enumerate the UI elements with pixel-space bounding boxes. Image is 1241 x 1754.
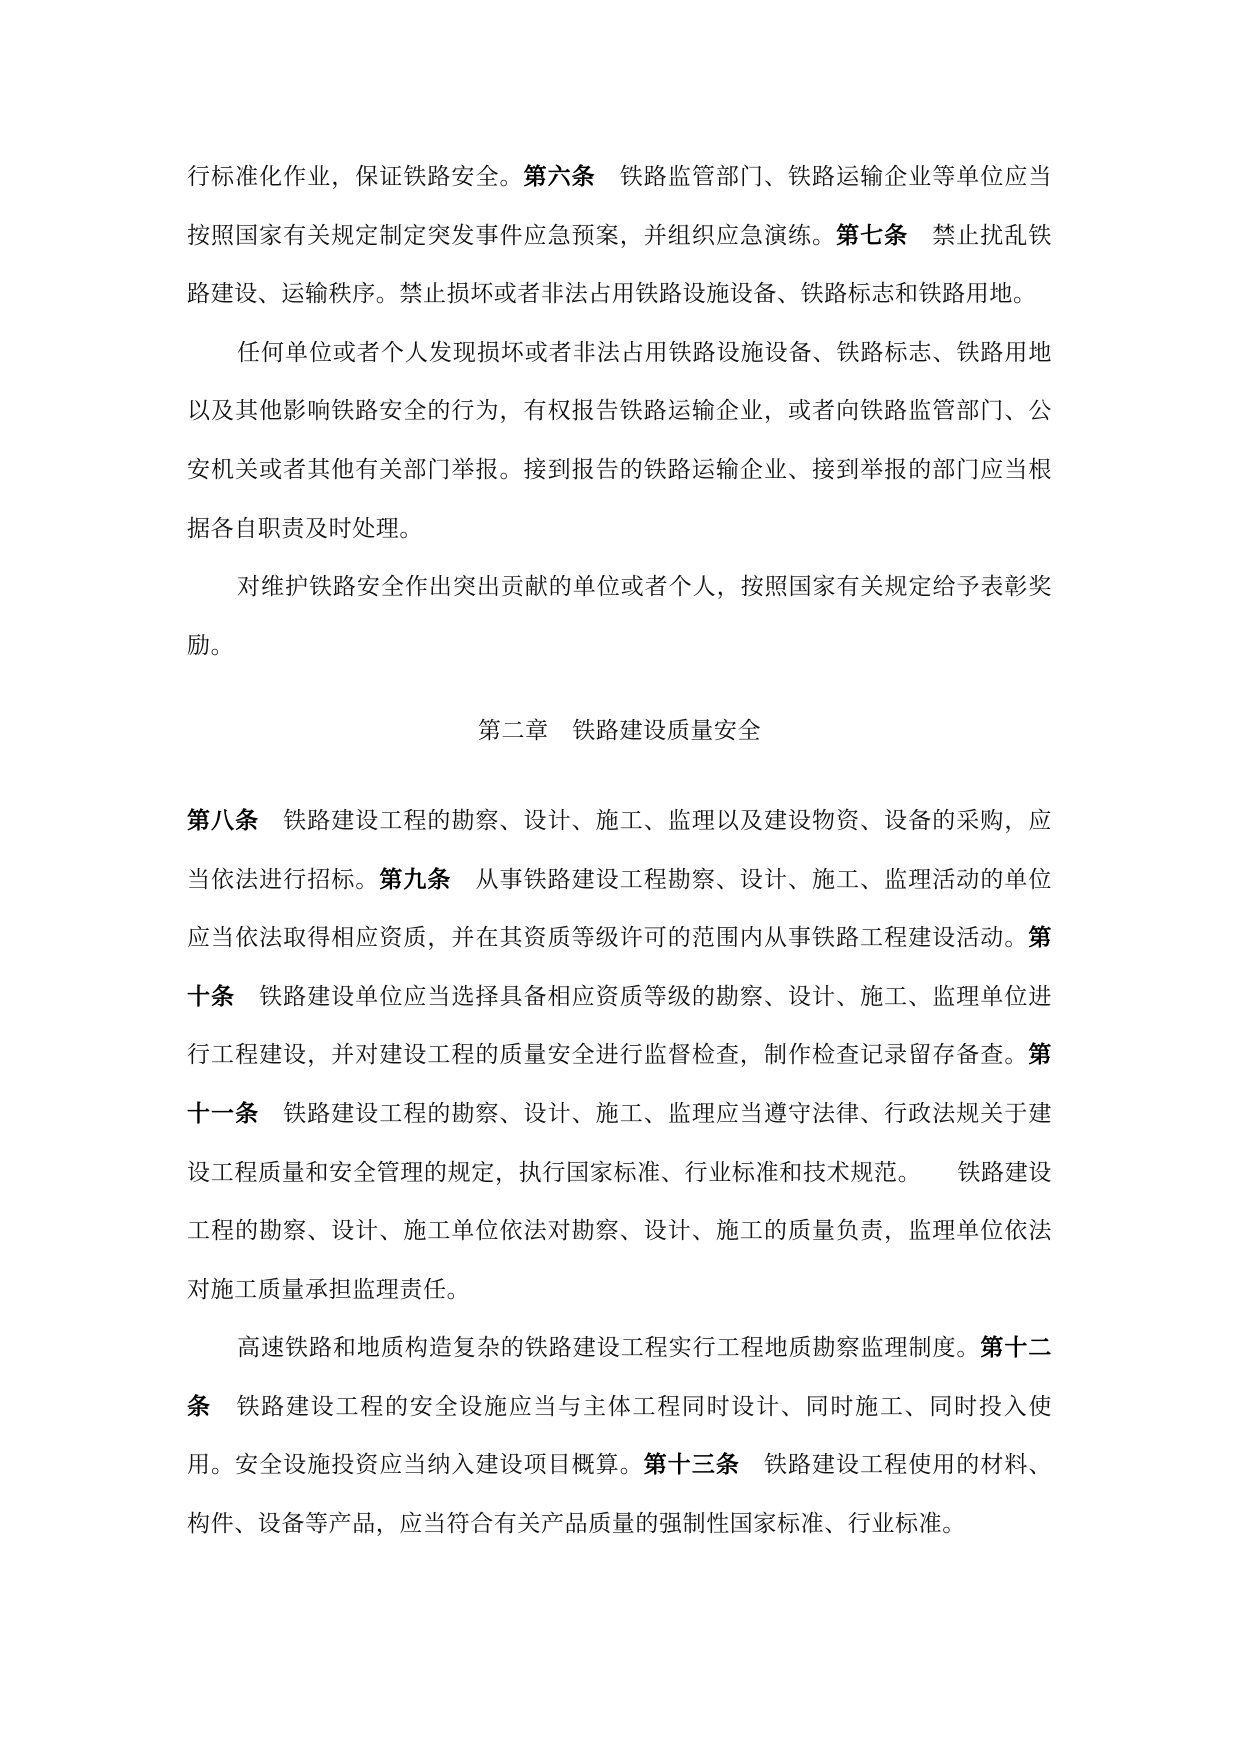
text-segment: 铁路建设工程的勘察、设计、施工、监理应当遵守法律、行政法规关于建设工程质量和安全管理的规定，执行国家标准、行业标准和技术规范。 铁路建设工程的勘察、设计、施工单位依法对勘察、设计、施工的质量负责，监理单位依法对施工质量承担监理责任。 (187, 1100, 1052, 1303)
text-segment: 铁路建设工程的安全设施应当与主体工程同时设计、同时施工、同时投入使用。安全设施投资应当纳入建设项目概算。 (187, 1393, 1052, 1479)
article-8-heading: 第八条 (187, 807, 260, 834)
text-segment: 铁路建设工程的勘察、设计、施工、监理以及建设物资、设备的采购，应当依法进行招标。 (187, 807, 1052, 893)
text-segment: 对维护铁路安全作出突出贡献的单位或者个人，按照国家有关规定给予表彰奖励。 (187, 574, 1052, 659)
text-segment: 从事铁路建设工程勘察、设计、施工、监理活动的单位应当依法取得相应资质，并在其资质等级许可的范围内从事铁路工程建设活动。 (187, 866, 1052, 952)
text-segment: 禁止扰乱铁路建设、运输秩序。禁止损坏或者非法占用铁路设施设备、铁路标志和铁路用地。 (187, 222, 1052, 308)
article-6-heading: 第六条 (523, 164, 596, 190)
paragraph-articles-8-11 (187, 792, 1052, 1319)
paragraph-articles-12-13 (187, 1319, 1052, 1553)
paragraph-report-rights (187, 324, 1052, 558)
text-segment: 任何单位或者个人发现损坏或者非法占用铁路设施设备、铁路标志、铁路用地以及其他影响铁路安全的行为，有权报告铁路运输企业，或者向铁路监管部门、公安机关或者其他有关部门举报。接到报告的铁路运输企业、接到举报的部门应当根据各自职责及时处理。 (187, 339, 1052, 542)
article-11-heading: 第十一条 (187, 1042, 1052, 1127)
article-12-heading: 第十二条 (187, 1335, 1052, 1420)
article-10-heading: 第十条 (187, 925, 1052, 1010)
text-segment: 高速铁路和地质构造复杂的铁路建设工程实行工程地质勘察监理制度。 (237, 1335, 981, 1362)
paragraph-rewards (187, 558, 1052, 675)
text-segment: 行标准化作业，保证铁路安全。 (187, 164, 524, 190)
article-13-heading: 第十三条 (643, 1452, 740, 1479)
text-segment: 铁路监管部门、铁路运输企业等单位应当按照国家有关规定制定突发事件应急预案，并组织应急演练。 (187, 164, 1052, 249)
document-page (187, 148, 1052, 1554)
article-7-heading: 第七条 (836, 222, 909, 249)
text-segment: 铁路建设工程使用的材料、构件、设备等产品，应当符合有关产品质量的强制性国家标准、行业标准。 (187, 1452, 1052, 1538)
paragraph-articles-6-7 (187, 148, 1052, 324)
text-segment: 铁路建设单位应当选择具备相应资质等级的勘察、设计、施工、监理单位进行工程建设，并对建设工程的质量安全进行监督检查，制作检查记录留存备查。 (187, 983, 1053, 1069)
chapter-title: 第二章 铁路建设质量安全 (477, 718, 762, 745)
article-9-heading: 第九条 (379, 866, 452, 893)
